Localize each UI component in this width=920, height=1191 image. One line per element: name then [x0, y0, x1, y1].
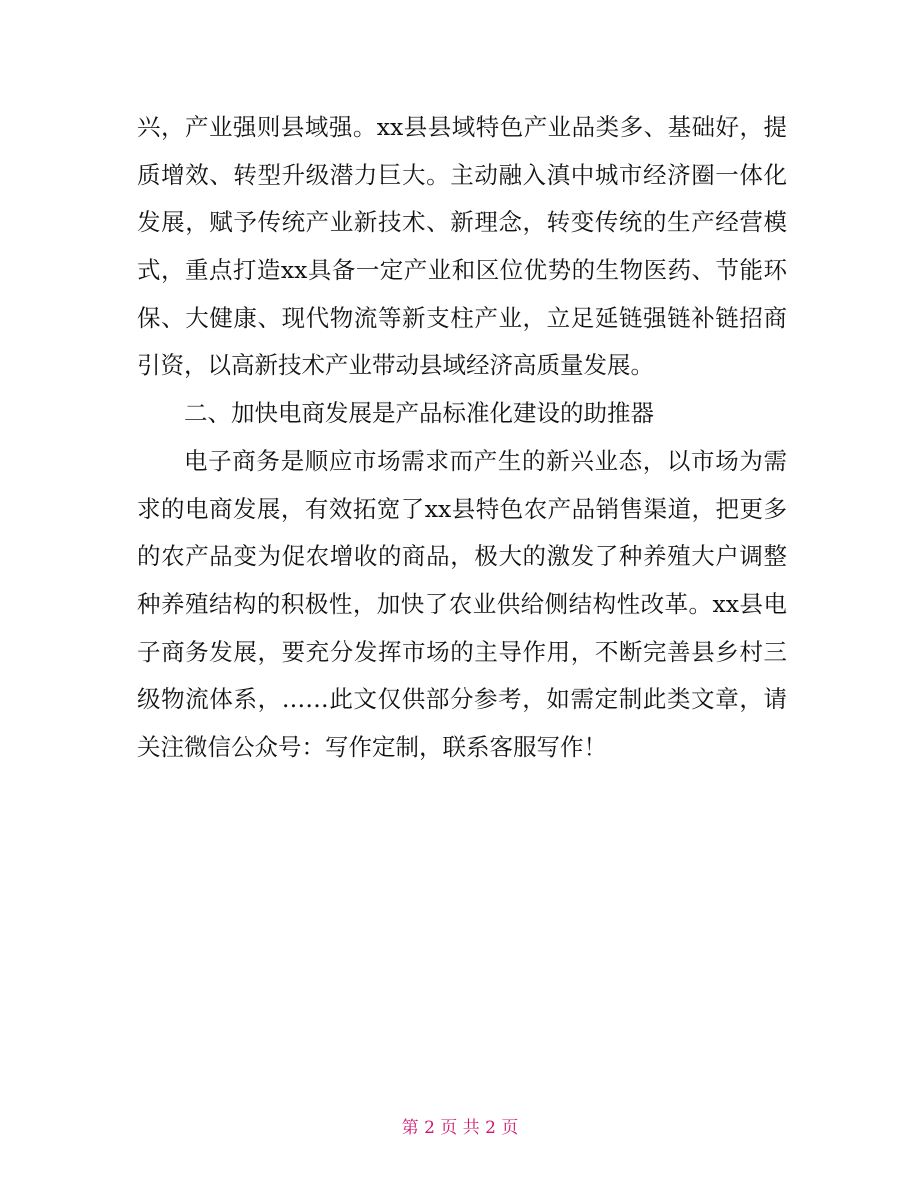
paragraph-line: 种养殖结构的积极性，加快了农业供给侧结构性改革。xx县电 [137, 589, 787, 618]
paragraph-line: 兴，产业强则县域强。xx县县域特色产业品类多、基础好，提 [137, 113, 787, 141]
paragraph-line: 子商务发展，要充分发挥市场的主导作用，不断完善县乡村三 [137, 637, 787, 666]
paragraph-line: 式，重点打造xx具备一定产业和区位优势的生物医药、节能环 [137, 256, 787, 285]
paragraph-line: 发展，赋予传统产业新技术、新理念，转变传统的生产经营模 [137, 208, 787, 237]
paragraph-line: 质增效、转型升级潜力巨大。主动融入滇中城市经济圈一体化 [137, 160, 787, 189]
paragraph-line: 求的电商发展，有效拓宽了xx县特色农产品销售渠道，把更多 [137, 494, 787, 523]
paragraph-line: 级物流体系，……此文仅供部分参考，如需定制此类文章，请 [137, 685, 787, 714]
paragraph-line: 关注微信公众号：写作定制，联系客服写作！ [137, 732, 607, 761]
document-body [137, 104, 787, 772]
paragraph-line: 电子商务是顺应市场需求而产生的新兴业态，以市场为需 [184, 446, 787, 475]
paragraph-line: 引资，以高新技术产业带动县域经济高质量发展。 [137, 351, 654, 380]
paragraph-line: 的农产品变为促农增收的商品，极大的激发了种养殖大户调整 [137, 542, 787, 571]
paragraph-line: 保、大健康、现代物流等新支柱产业，立足延链强链补链招商 [137, 303, 787, 332]
page-number-footer: 第 2 页 共 2 页 [401, 1118, 519, 1138]
section-heading: 二、加快电商发展是产品标准化建设的助推器 [184, 399, 654, 428]
